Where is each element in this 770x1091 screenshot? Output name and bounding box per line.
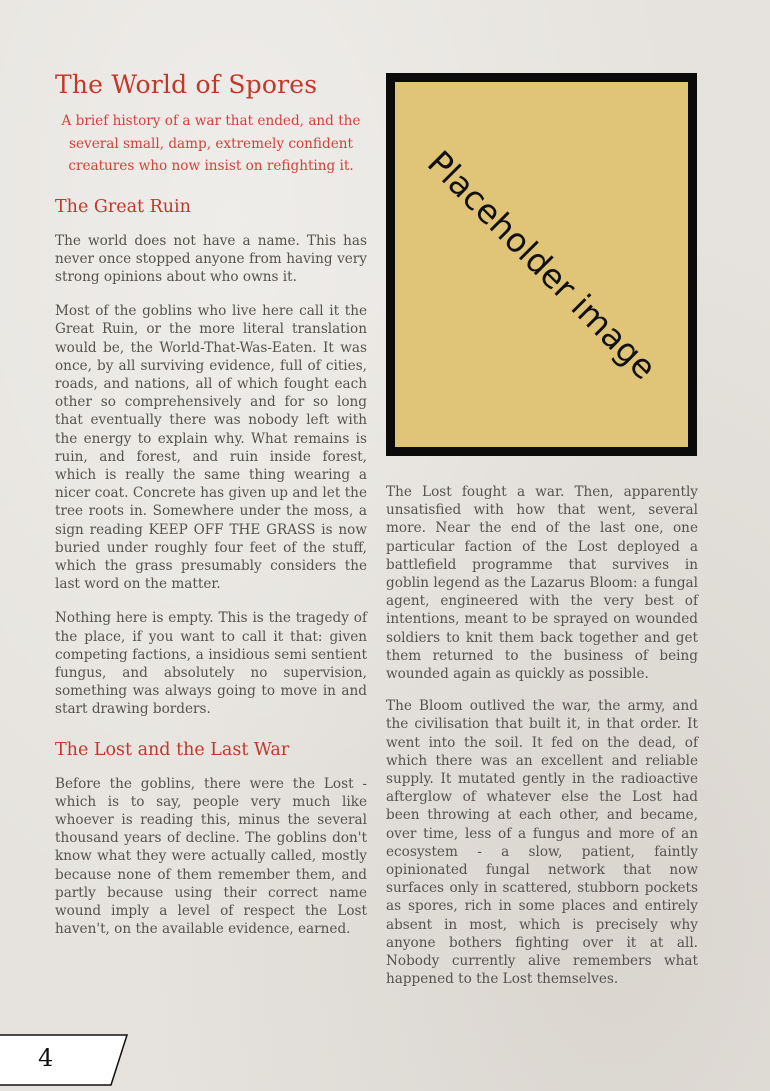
page-title: The World of Spores [55, 70, 318, 99]
placeholder-image-label: Placeholder image [419, 142, 664, 387]
left-column [55, 70, 367, 954]
section-heading-great-ruin: The Great Ruin [55, 196, 191, 217]
paragraph: Most of the goblins who live here call it the Great Ruin, or the more literal translation would be, the World-That-Was-Eaten. It was once, by all surviving evidence, full of cities, roads, and nations, all of which fought each other so comprehensively and for so long that eventually there was nobody left with the energy to explain why. What remains is ruin, and forest, and ruin inside forest, which is really the same thing wearing a nicer coat. Concrete has given up and let the tree roots in. Somewhere under the moss, a sign reading KEEP OFF THE GRASS is now buried under roughly four feet of the stuff, which the grass presumably considers the last word on the matter. [55, 303, 367, 593]
paragraph: Nothing here is empty. This is the tragedy of the place, if you want to call it that: given competing factions, a insidious semi sentient fungus, and absolutely no supervision, something was always going to move in and start drawing borders. [55, 610, 367, 718]
paragraph: Before the goblins, there were the Lost - which is to say, people very much like whoever is reading this, minus the several thousand years of decline. The goblins don't know what they were actually called, mostly because none of them remember them, and partly because using their correct name wound imply a level of respect the Lost haven't, on the available evidence, earned. [55, 775, 367, 938]
right-column [386, 483, 698, 1002]
paragraph: The Lost fought a war. Then, apparently unsatisfied with how that went, several more. Near the end of the last one, one particular faction of the Lost deployed a battlefield programme that survives in goblin legend as the Lazarus Bloom: a fungal agent, engineered with the very best of intentions, meant to be sprayed on wounded soldiers to knit them back together and get them returned to the business of being wounded again as quickly as possible. [386, 484, 698, 683]
paragraph: The Bloom outlived the war, the army, and the civilisation that built it, in that order. It went into the soil. It fed on the dead, of which there was an excellent and reliable supply. It mutated gently in the radioactive afterglow of whatever else the Lost had been throwing at each other, and became, over time, less of a fungus and more of an ecosystem - a slow, patient, faintly opinionated fungal network that now surfaces only in scattered, stubborn pockets as spores, rich in some places and entirely absent in most, which is precisely why anyone bothers fighting over it at all. Nobody currently alive remembers what happened to the Lost themselves. [386, 698, 698, 988]
page-subtitle: A brief history of a war that ended, and the several small, damp, extremely confident creatures who now insist on refighting it. [61, 113, 361, 174]
placeholder-image [386, 73, 697, 456]
section-heading-lost-last-war: The Lost and the Last War [55, 739, 290, 760]
page-tab-shape [0, 1034, 130, 1086]
paragraph: The world does not have a name. This has never once stopped anyone from having very strong opinions about who owns it. [55, 232, 367, 285]
page-number-tab [0, 1034, 130, 1086]
page-number: 4 [38, 1044, 54, 1072]
